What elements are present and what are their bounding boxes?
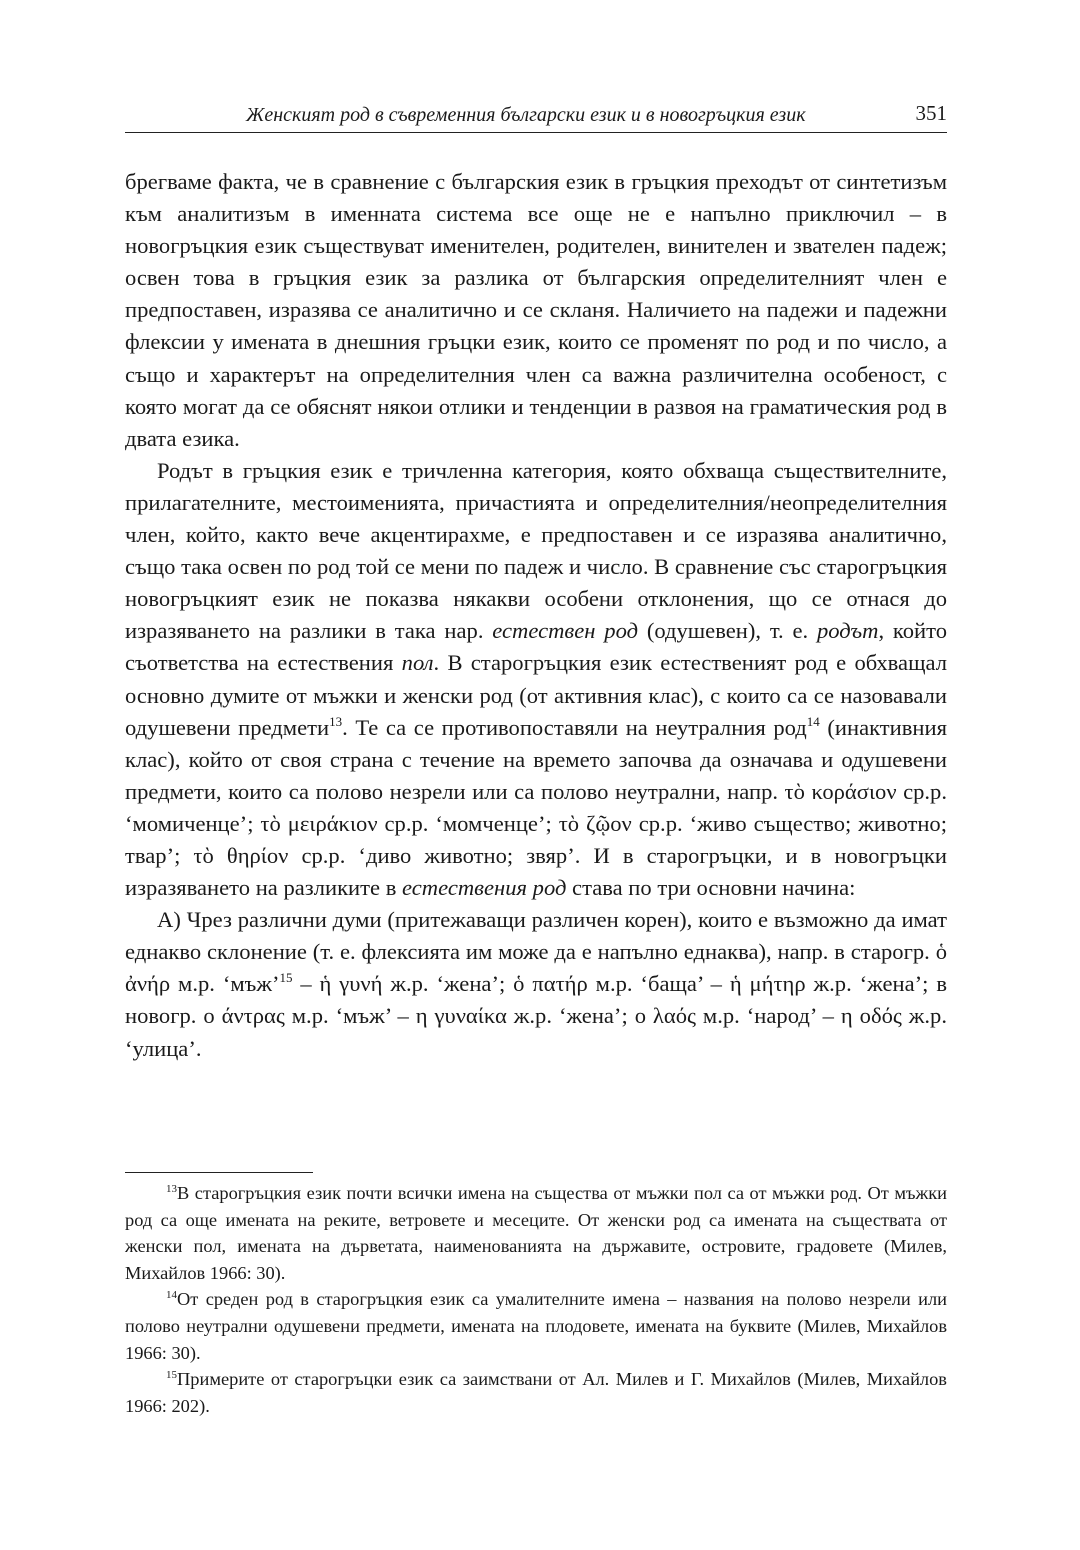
footnote-ref-13[interactable]: 13: [329, 713, 343, 729]
footnote-13: $^{13}$В старогръцкия език почти всички имена на същества от мъжки пол са от мъжки род. От мъжки род са още имената на реките, ветровете и месеците. От женски род са имената на съществата от женски пол, имената на дърветата, наименованията на държавите, островите, градовете (Милев, Михайлов 1966: 30).: [125, 1183, 947, 1283]
paragraph-2: Родът в гръцкия език е тричленна категория, която обхваща съществителните, прилагателните, местоименията, причастията и определителния/неопределителния член, който, както вече акцентирахме, е предпоставен и се изразява аналитично, също така освен по род той се мени по падеж и число. В сравнение със старогръцкия новогръцкият език не показва някакви особени отклонения, що се отнася до изразяването на разлики в така нар. естествен род (одушевен), т. е. родът, който съответства на естествения пол. В старогръцкия език естественият род е обхващал основно думите от мъжки и женски род (от активния клас), с които са се назовавали одушевени предмети$^{13}$. Те са се противопоставяли на неутралния род$^{14}$ (инактивния клас), който от своя страна с течение на времето започва да означава и одушевени предмети, които са полово незрели или са полово неутрални, напр. τὸ κοράσιον ср.р. ‘момиченце’; τὸ μειράκιον ср.р. ‘момченце’; τὸ ζῷον ср.р. ‘живо същество; животно; твар’; τὸ θηρίον ср.р. ‘диво животно; звяр’. И в старогръцки, и в новогръцки изразяването на разликите в естествения род става по три основни начина:: [125, 457, 947, 901]
footnote-14: $^{14}$От среден род в старогръцкия език са умалителните имена – названия на полово незрели или полово неутрални одушевени предмети, имената на плодовете, имената на буквите (Милев, Михайлов 1966: 30).: [125, 1289, 947, 1363]
footnote-number: 15: [166, 1369, 177, 1382]
footnote-ref-15[interactable]: 15: [279, 970, 293, 986]
running-title: Женският род в съвременния български език и в новогръцкия език: [246, 104, 806, 126]
footnote-number: 14: [166, 1289, 177, 1302]
footnote-15: $^{15}$Примерите от старогръцки език са заимствани от Ал. Милев и Г. Михайлов (Милев, Михайлов 1966: 202).: [125, 1369, 947, 1416]
page-number: 351: [915, 101, 947, 125]
term-sex: пол: [401, 650, 434, 676]
term-natural-gender: естествен род: [492, 618, 639, 644]
footnote-number: 13: [166, 1183, 177, 1195]
footnote-divider: [125, 1172, 313, 1173]
footnote-ref-14[interactable]: 14: [806, 713, 820, 729]
term-natural-gender-2: естествения род: [402, 875, 567, 901]
running-header: [125, 96, 947, 133]
footnotes: [125, 1180, 947, 1419]
term-the-gender: родът: [816, 618, 879, 644]
main-text: [125, 166, 947, 1065]
paragraph-3: А) Чрез различни думи (притежаващи различен корен), които е възможно да имат еднакво склонение (т. е. флексията им може да е напълно еднаква), напр. в старогр. ὁ ἀνήρ м.р. ‘мъж’$^{15}$ – ἡ γυνή ж.р. ‘жена’; ὁ πατήρ м.р. ‘баща’ – ἡ μήτηρ ж.р. ‘жена’; в новогр. ο άντρας м.р. ‘мъж’ – η γυναίκα ж.р. ‘жена’; ο λαός м.р. ‘народ’ – η οδός ж.р. ‘улица’.: [125, 907, 947, 1061]
paragraph-1: брегваме факта, че в сравнение с българския език в гръцкия преходът от синтетизъм към аналитизъм в именната система все още не е напълно приключил – в новогръцкия език съществуват именителен, родителен, винителен и звателен падеж; освен това в гръцкия език за разлика от българския определителният член е предпоставен, изразява се аналитично и се скланя. Наличието на падежи и падежни флексии у имената в днешния гръцки език, които се променят по род и по число, а също и характерът на определителния член са важна различителна особеност, с която могат да се обяснят някои отлики и тенденции в развоя на граматическия род в двата езика.: [125, 169, 947, 451]
